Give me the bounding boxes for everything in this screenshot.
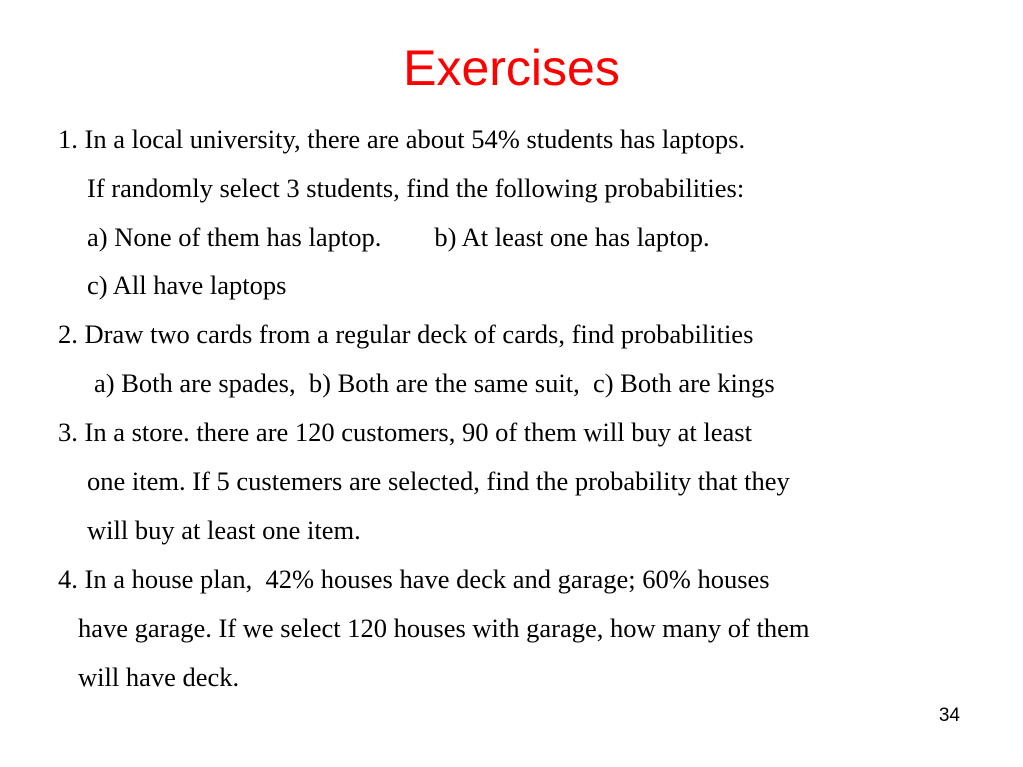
exercise-4-line-2: have garage. If we select 120 houses with garage, how many of them — [78, 613, 810, 643]
exercise-4-line-3: will have deck. — [78, 662, 240, 692]
exercise-3-line-2: one item. If 5 custemers are selected, find the probability that they — [87, 466, 790, 496]
exercise-1-line-2: If randomly select 3 students, find the following probabilities: — [87, 173, 745, 203]
exercise-4-line-1: 4. In a house plan, 42% houses have deck and garage; 60% houses — [58, 564, 770, 594]
exercise-1-line-1: 1. In a local university, there are about 54% students has laptops. — [58, 124, 746, 154]
page-number: 34 — [938, 705, 960, 726]
exercise-1-line-3: a) None of them has laptop. b) At least one has laptop. — [87, 222, 710, 252]
exercise-3-line-3: will buy at least one item. — [87, 515, 361, 545]
exercise-2-line-1: 2. Draw two cards from a regular deck of cards, find probabilities — [58, 319, 754, 349]
exercise-3-line-1: 3. In a store. there are 120 customers, 90 of them will buy at least — [58, 417, 752, 447]
exercise-1-line-4: c) All have laptops — [87, 270, 287, 300]
exercise-2-line-2: a) Both are spades, b) Both are the same suit, c) Both are kings — [94, 368, 775, 398]
slide-title: Exercises — [403, 40, 620, 96]
